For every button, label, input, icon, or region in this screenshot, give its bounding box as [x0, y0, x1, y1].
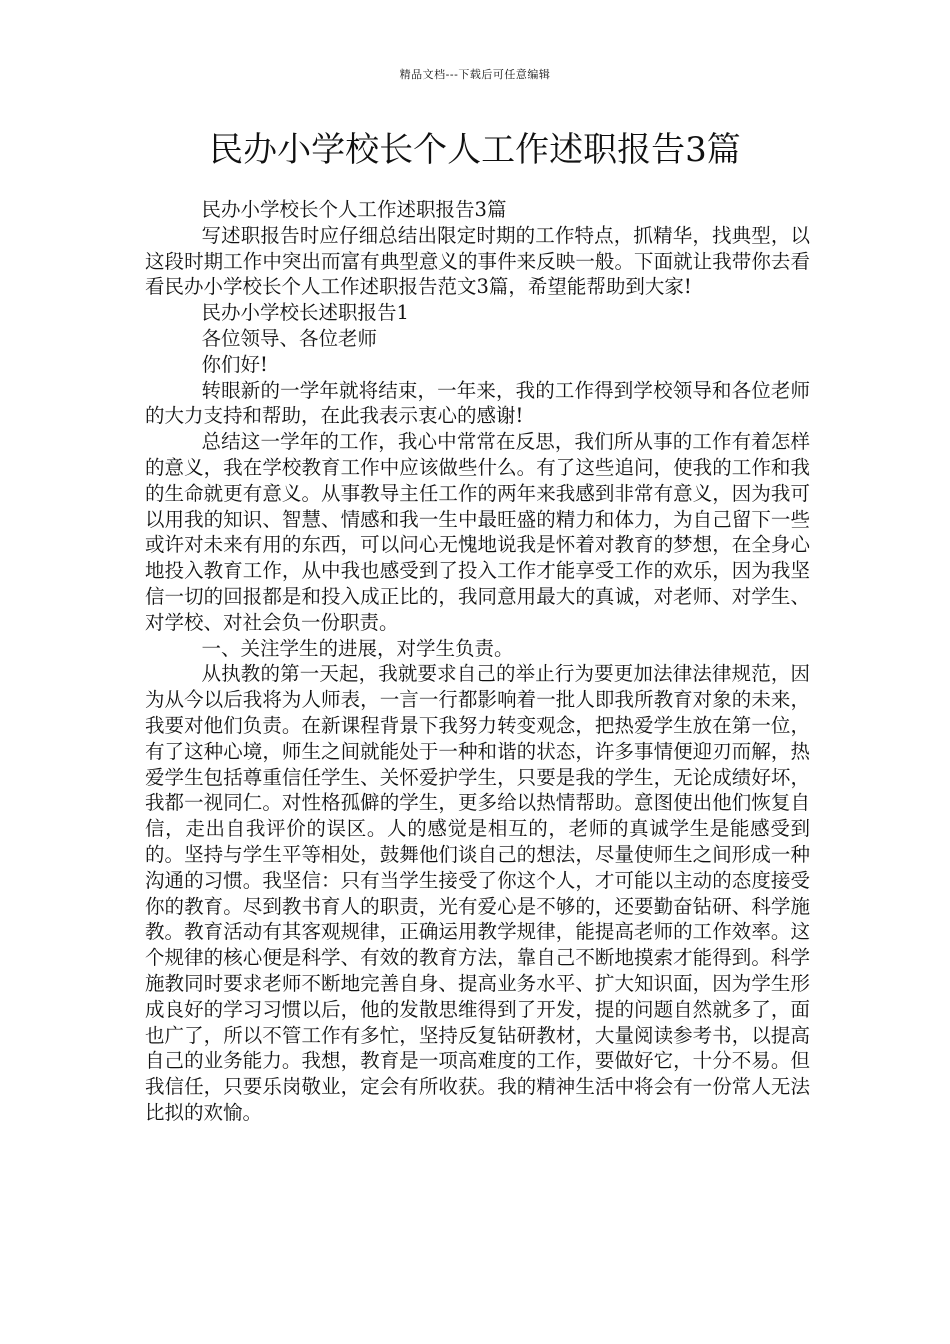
paragraph-greeting: 你们好!	[201, 352, 268, 376]
paragraph-report-heading: 民办小学校长述职报告1	[201, 301, 409, 325]
paragraph-section-body: 从执教的第一天起，我就要求自己的举止行为要更加法律法律规范，因为从今以后我将为人师表，一言一行都影响着一批人即我所教育对象的未来，我要对他们负责。在新课程背景下我努力转变观念，把热爱学生放在第一位，有了这种心境，师生之间就能处于一种和谐的状态，许多事情便迎刃而解，热爱学生包括尊重信任学生、关怀爱护学生，只要是我的学生，无论成绩好坏，我都一视同仁。对性格孤僻的学生，更多给以热情帮助。意图使出他们恢复自信，走出自我评价的误区。人的感觉是相互的，老师的真诚学生是能感受到的。坚持与学生平等相处，鼓舞他们谈自己的想法，尽量使师生之间形成一种沟通的习惯。我坚信：只有当学生接受了你这个人，才可能以主动的态度接受你的教育。尽到教书育人的职责，光有爱心是不够的，还要勤奋钻研、科学施教。教育活动有其客观规律，正确运用教学规律，能提高老师的工作效率。这个规律的核心便是科学、有效的教育方法，靠自己不断地摸索才能得到。科学施教同时要求老师不断地完善自身、提高业务水平、扩大知识面，因为学生形成良好的学习习惯以后，他的发散思维得到了开发，提的问题自然就多了，面也广了，所以不管工作有多忙，坚持反复钻研教材，大量阅读参考书，以提高自己的业务能力。我想，教育是一项高难度的工作，要做好它，十分不易。但我信任，只要乐岗敬业，定会有所收获。我的精神生活中将会有一份常人无法比拟的欢愉。	[145, 662, 810, 1124]
paragraph-salutation: 各位领导、各位老师	[201, 326, 378, 350]
paragraph-thanks: 转眼新的一学年就将结束，一年来，我的工作得到学校领导和各位老师的大力支持和帮助，在此我表示衷心的感谢!	[145, 378, 810, 428]
paragraph-section-heading: 一、关注学生的进展，对学生负责。	[201, 636, 514, 660]
page-header-note: 精品文档---下载后可任意编辑	[399, 68, 551, 81]
document-body	[145, 197, 810, 1126]
paragraph-subtitle: 民办小学校长个人工作述职报告3篇	[201, 198, 507, 221]
paragraph-summary: 总结这一学年的工作，我心中常常在反思，我们所从事的工作有着怎样的意义，我在学校教育工作中应该做些什么。有了这些追问，使我的工作和我的生命就更有意义。从事教导主任工作的两年来我感到非常有意义，因为我可以用我的知识、智慧、情感和我一生中最旺盛的精力和体力，为自己留下一些或许对未来有用的东西，可以问心无愧地说我是怀着对教育的梦想，在全身心地投入教育工作，从中我也感受到了投入工作才能享受工作的欢乐，因为我坚信一切的回报都是和投入成正比的，我同意用最大的真诚，对老师、对学生、对学校、对社会负一份职责。	[145, 430, 810, 634]
paragraph-intro: 写述职报告时应仔细总结出限定时期的工作特点，抓精华，找典型，以这段时期工作中突出而富有典型意义的事件来反映一般。下面就让我带你去看看民办小学校长个人工作述职报告范文3篇，希望能帮助到大家!	[145, 223, 810, 299]
document-title: 民办小学校长个人工作述职报告3篇	[209, 130, 741, 170]
